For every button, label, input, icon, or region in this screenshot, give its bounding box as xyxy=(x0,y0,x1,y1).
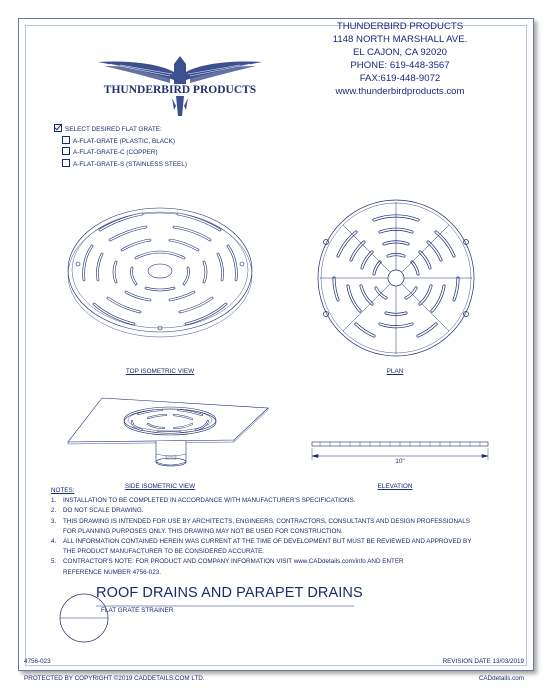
dimension-label: 10" xyxy=(380,458,420,465)
thunderbird-logo xyxy=(90,50,270,120)
plan-drawing xyxy=(308,198,484,358)
note-number: 5. xyxy=(51,558,57,566)
note-text: DO NOT SCALE DRAWING. xyxy=(63,507,144,515)
company-info xyxy=(300,20,500,98)
selection-checkbox-icon[interactable] xyxy=(54,124,62,132)
caption-plan: PLAN xyxy=(386,368,404,375)
note-row xyxy=(51,547,491,557)
company-fax: FAX:619-448-9072 xyxy=(359,73,441,84)
selection-heading: SELECT DESIRED FLAT GRATE: xyxy=(65,126,162,133)
company-city: EL CAJON, CA 92020 xyxy=(352,47,448,58)
caddetails-link[interactable]: CADdetails.com xyxy=(478,675,524,682)
option-label: A-FLAT-GRATE-S (STAINLESS STEEL) xyxy=(73,160,187,168)
note-number: 2. xyxy=(51,507,57,515)
note-row xyxy=(51,568,491,578)
selection-heading-row xyxy=(54,124,187,136)
note-row xyxy=(51,527,491,537)
note-number: 3. xyxy=(51,517,57,525)
note-row xyxy=(51,537,491,547)
caption-top-isometric: TOP ISOMETRIC VIEW xyxy=(125,368,195,375)
checkbox-stainless[interactable] xyxy=(62,159,70,167)
option-label: A-FLAT-GRATE (PLASTIC, BLACK) xyxy=(73,137,176,145)
note-text: INSTALLATION TO BE COMPLETED IN ACCORDANCE WITH MANUFACTURER'S SPECIFICATIONS. xyxy=(63,497,356,505)
revision-date: REVISION DATE 13/03/2019 xyxy=(442,658,524,665)
elevation-drawing xyxy=(300,438,500,472)
note-number xyxy=(51,527,63,537)
company-name: THUNDERBIRD PRODUCTS xyxy=(336,21,464,32)
note-number xyxy=(51,547,63,557)
caption-side-isometric: SIDE ISOMETRIC VIEW xyxy=(124,483,196,490)
grate-selection xyxy=(54,124,187,170)
note-text: THIS DRAWING IS INTENDED FOR USE BY ARCHITECTS, ENGINEERS, CONTRACTORS, CONSULTANTS AND DESIGN PROFESSIONALS xyxy=(63,517,470,525)
checkbox-plastic[interactable] xyxy=(62,136,70,144)
note-row xyxy=(51,517,491,527)
option-label: A-FLAT-GRATE-C (COPPER) xyxy=(73,149,158,157)
checkbox-copper[interactable] xyxy=(62,147,70,155)
company-address: 1148 NORTH MARSHALL AVE. xyxy=(332,34,468,45)
drawing-subtitle: FLAT GRATE STRAINER xyxy=(101,607,174,614)
note-text: FOR PLANNING PURPOSES ONLY. THIS DRAWING MAY NOT BE USED FOR CONSTRUCTION. xyxy=(63,527,343,535)
top-isometric-drawing xyxy=(60,200,260,360)
note-text: REFERENCE NUMBER 4756-023. xyxy=(63,568,161,576)
note-row xyxy=(51,496,491,506)
caption-elevation: ELEVATION xyxy=(377,483,413,490)
note-row xyxy=(51,557,491,567)
drawing-title: ROOF DRAINS AND PARAPET DRAINS xyxy=(96,585,363,601)
notes-heading: NOTES: xyxy=(51,487,75,494)
note-row xyxy=(51,506,491,516)
note-number: 1. xyxy=(51,497,57,505)
option-plastic[interactable] xyxy=(54,136,187,148)
note-number: 4. xyxy=(51,538,57,546)
note-text: CONTRACTOR'S NOTE: FOR PRODUCT AND COMPANY INFORMATION VISIT www.CADdetails.com/info AND ENTER xyxy=(63,558,404,566)
copyright-notice: PROTECTED BY COPYRIGHT ©2019 CADDETAILS.COM LTD. xyxy=(24,675,205,682)
note-number xyxy=(51,568,63,578)
company-phone: PHONE: 619-448-3567 xyxy=(350,60,450,71)
company-website[interactable]: www.thunderbirdproducts.com xyxy=(335,86,465,97)
option-stainless[interactable] xyxy=(54,159,187,171)
side-isometric-drawing xyxy=(62,394,272,474)
option-copper[interactable] xyxy=(54,147,187,159)
reference-number: 4756-023 xyxy=(24,658,51,665)
notes-block xyxy=(51,486,491,578)
note-text: ALL INFORMATION CONTAINED HEREIN WAS CURRENT AT THE TIME OF DEVELOPMENT BUT MUST BE REVIEWED AND APPROVED BY xyxy=(63,538,472,546)
eagle-logo-icon xyxy=(90,50,270,120)
logo-text: THUNDERBIRD PRODUCTS xyxy=(103,84,257,96)
note-text: THE PRODUCT MANUFACTURER TO BE CONSIDERED ACCURATE. xyxy=(63,548,265,556)
